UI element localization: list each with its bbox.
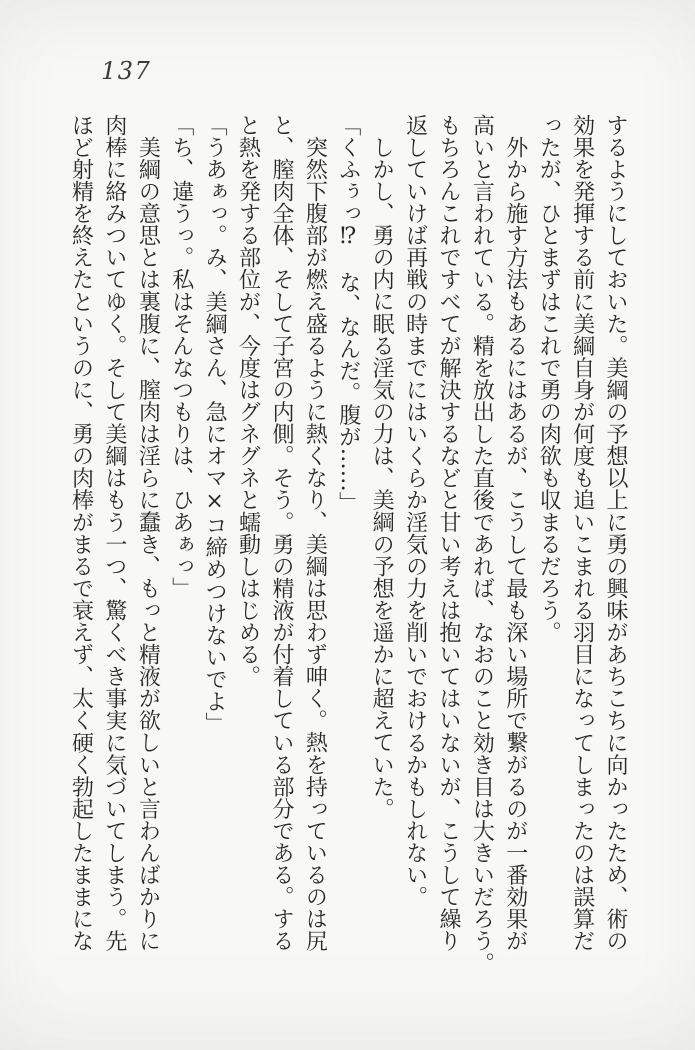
text-line: 効果を発揮する前に美綱自身が何度も追いこまれる羽目になってしまったのは誤算だ xyxy=(569,114,595,952)
text-line: 「ち、違うっ。私はそんなつもりは、ひあぁっ」 xyxy=(168,114,194,600)
text-line: 突然下腹部が燃え盛るように熱くなり、美綱は思わず呻く。熱を持っているのは尻 xyxy=(302,136,328,952)
text-line: ほど射精を終えたというのに、勇の肉棒がまるで衰えず、太く硬く勃起したままにな xyxy=(68,114,94,952)
text-line: 「くふぅっ⁉ な、なんだ。腹が……」 xyxy=(335,114,361,514)
text-line: 外から施す方法もあるにはあるが、こうして最も深い場所で繋がるのが一番効果が xyxy=(502,136,528,952)
body-text-block xyxy=(64,114,632,974)
page-number: 137 xyxy=(101,57,152,85)
text-line: しかし、勇の内に眠る淫気の力は、美綱の予想を遥かに超えていた。 xyxy=(369,136,395,820)
text-line: するようにしておいた。美綱の予想以上に勇の興味があちこちに向かったため、術の xyxy=(603,114,628,952)
text-line: 肉棒に絡みついてゆく。そして美綱はもう一つ、驚くべき事実に気づいてしまう。先 xyxy=(101,114,127,952)
text-line: 高いと言われている。精を放出した直後であれば、なおのこと効き目は大きいだろう。 xyxy=(469,114,495,974)
text-line: と熱を発する部位が、今度はグネグネと蠕動しはじめる。 xyxy=(235,114,261,688)
text-line: 美綱の意思とは裏腹に、膣肉は淫らに蠢き、もっと精液が欲しいと言わんばかりに xyxy=(135,136,161,952)
text-line: もちろんこれですべてが解決するなどと甘い考えは抱いてはいないが、こうして繰り xyxy=(435,114,461,952)
text-line: と、膣肉全体、そして子宮の内側。そう。勇の精液が付着している部分である。する xyxy=(268,114,294,952)
text-line: ったが、ひとまずはこれで勇の肉欲も収まるだろう。 xyxy=(536,114,562,644)
text-line: 「うあぁっ。み、美綱さん、急にオマ×コ締めつけないでよ」 xyxy=(202,114,228,735)
text-line: 返していけば再戦の時までにはいくらか淫気の力を削いでおけるかもしれない。 xyxy=(402,114,428,908)
